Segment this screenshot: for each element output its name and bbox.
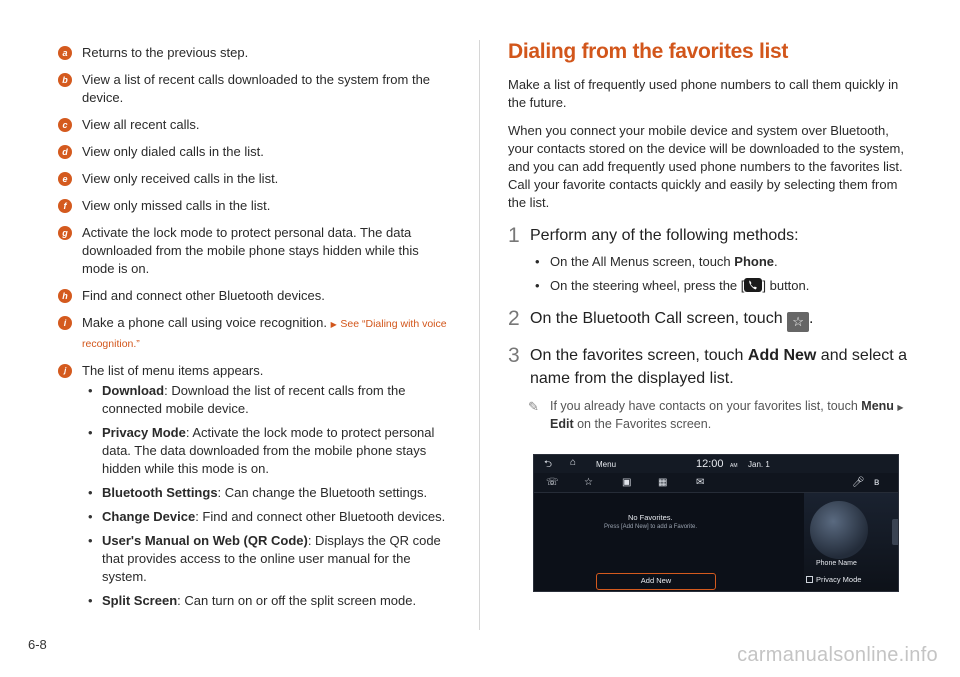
step-1 — [508, 224, 908, 247]
note-bold: Edit — [550, 417, 574, 431]
step-3 — [508, 344, 908, 390]
option-text: . — [774, 254, 778, 269]
callout-badge: b — [58, 73, 72, 87]
panel-handle[interactable] — [892, 519, 899, 545]
star-icon[interactable]: ☆ — [584, 477, 593, 488]
privacy-mode-label: Privacy Mode — [816, 575, 862, 584]
callout-badge: j — [58, 364, 72, 378]
step-bold: Add New — [747, 347, 817, 364]
right-column — [508, 40, 908, 433]
note-text: on the Favorites screen. — [573, 417, 712, 431]
triangle-right-icon: ▶ — [330, 320, 337, 329]
screen-ampm: AM — [730, 463, 738, 469]
keypad-icon[interactable]: ▦ — [658, 477, 668, 488]
privacy-mode-toggle[interactable] — [806, 575, 896, 589]
menu-item-desc: : Activate the lock mode to protect personal data. The data downloaded from the mobile phone stays hidden while this mode is on. — [102, 425, 435, 476]
step-1-options — [508, 253, 908, 295]
item-text: View only missed calls in the list. — [82, 198, 271, 213]
item-text: Find and connect other Bluetooth devices. — [82, 288, 325, 303]
empty-hint: Press [Add New] to add a Favorite. — [604, 524, 698, 530]
item-text: View only received calls in the list. — [82, 171, 279, 186]
menu-item-bluetooth-settings — [82, 484, 453, 502]
cross-reference-link[interactable]: See “Dialing with voice recognition.” — [82, 318, 447, 350]
step-text: On the Bluetooth Call screen, touch — [530, 310, 788, 327]
menu-item-desc: : Displays the QR code that provides access to the online user manual for the system. — [102, 533, 441, 584]
menu-item-name: Change Device — [102, 509, 196, 524]
call-log-icon[interactable]: ☏ — [546, 477, 559, 488]
callout-badge: c — [58, 118, 72, 132]
screen-illustration — [533, 454, 899, 592]
body-paragraph: When you connect your mobile device and system over Bluetooth, your contacts stored on the device will be downloaded to the system, and you can add frequently used phone numbers to the favorites list. Call your favorite contacts quickly and easily by selecting them from the list. — [508, 123, 904, 210]
option-text: On the All Menus screen, touch — [550, 254, 735, 269]
menu-item-desc: : Download the list of recent calls from the connected mobile device. — [102, 383, 406, 416]
empty-title: No Favorites. — [628, 513, 673, 522]
pencil-icon: ✎ — [528, 399, 539, 414]
menu-item-change-device — [82, 508, 453, 526]
menu-item-name: Bluetooth Settings — [102, 485, 218, 500]
callout-badge: g — [58, 226, 72, 240]
page-number: 6-8 — [28, 637, 47, 652]
menu-item-users-manual — [82, 532, 453, 586]
menu-item-name: Split Screen — [102, 593, 178, 608]
left-column — [58, 44, 453, 619]
item-text: Returns to the previous step. — [82, 45, 249, 60]
column-divider — [479, 40, 480, 630]
callout-badge: a — [58, 46, 72, 60]
triangle-right-icon: ▶ — [897, 403, 904, 412]
list-item — [58, 44, 453, 62]
step-2 — [508, 307, 908, 332]
screen-tab-bar — [534, 473, 804, 493]
microphone-icon[interactable]: 🎤︎ — [852, 477, 865, 488]
menu-item-download — [82, 382, 453, 418]
back-icon[interactable]: ⮌ — [544, 459, 553, 470]
menu-item-name: User's Manual on Web (QR Code) — [102, 533, 308, 548]
step-text: On the favorites screen, touch — [530, 347, 748, 364]
phone-icon — [744, 278, 762, 292]
menu-item-name: Download — [102, 383, 165, 398]
item-text: View a list of recent calls downloaded to the system from the device. — [82, 72, 431, 105]
note-bold: Menu — [861, 399, 894, 413]
intro-paragraph: Make a list of frequently used phone numbers to call them quickly in the future. — [508, 77, 899, 110]
option-item — [530, 277, 908, 295]
menu-item-desc: : Find and connect other Bluetooth devices. — [195, 509, 446, 524]
message-icon[interactable]: ✉ — [696, 477, 705, 488]
option-item — [530, 253, 908, 271]
note — [508, 398, 908, 433]
bluetooth-icon[interactable]: ʙ — [874, 477, 880, 488]
contacts-icon[interactable]: ▣ — [622, 477, 632, 488]
item-text: View only dialed calls in the list. — [82, 144, 264, 159]
watermark: carmanualsonline.info — [737, 644, 938, 666]
menu-item-split-screen — [82, 592, 453, 610]
step-number: 1 — [508, 224, 520, 247]
screen-time: 12:00 — [696, 458, 724, 470]
list-item — [58, 197, 453, 215]
menu-item-desc: : Can turn on or off the split screen mode. — [177, 593, 417, 608]
list-item — [58, 314, 453, 353]
checkbox-icon — [806, 576, 813, 583]
menu-items-list — [82, 382, 453, 610]
callout-badge: h — [58, 289, 72, 303]
option-bold: Phone — [734, 254, 775, 269]
item-text: Activate the lock mode to protect personal data. The data downloaded from the mobile phone stays hidden while this mode is on. — [82, 225, 419, 276]
section-title: Dialing from the favorites list — [508, 40, 789, 63]
list-item — [58, 224, 453, 278]
item-text: View all recent calls. — [82, 117, 200, 132]
list-item — [58, 362, 453, 610]
option-text: ] button. — [762, 278, 810, 293]
list-item — [58, 143, 453, 161]
add-new-button[interactable]: Add New — [596, 573, 716, 590]
callout-badge: d — [58, 145, 72, 159]
option-text: On the steering wheel, press the [ — [550, 278, 745, 293]
device-name: Phone Name — [816, 560, 857, 567]
step-number: 2 — [508, 307, 520, 330]
menu-item-privacy-mode — [82, 424, 453, 478]
callout-badge: f — [58, 199, 72, 213]
callout-badge: i — [58, 316, 72, 330]
screen-date: Jan. 1 — [748, 460, 770, 469]
home-icon[interactable]: ⌂ — [570, 457, 577, 468]
step-text: and select a name from the displayed list. — [530, 347, 908, 387]
list-item — [58, 170, 453, 188]
menu-item-name: Privacy Mode — [102, 425, 186, 440]
menu-item-desc: : Can change the Bluetooth settings. — [217, 485, 428, 500]
list-item — [58, 71, 453, 107]
item-text: Make a phone call using voice recognition. — [82, 315, 327, 330]
screen-menu-button[interactable]: Menu — [596, 460, 617, 469]
list-item — [58, 287, 453, 305]
bluetooth-icon — [810, 501, 868, 559]
list-item — [58, 116, 453, 134]
item-text: The list of menu items appears. — [82, 363, 264, 378]
step-text: Perform any of the following methods: — [530, 227, 799, 244]
callout-badge: e — [58, 172, 72, 186]
star-icon: ☆ — [787, 312, 809, 332]
step-number: 3 — [508, 344, 520, 367]
note-text: If you already have contacts on your favorites list, touch — [550, 399, 862, 413]
step-text: . — [809, 310, 814, 327]
